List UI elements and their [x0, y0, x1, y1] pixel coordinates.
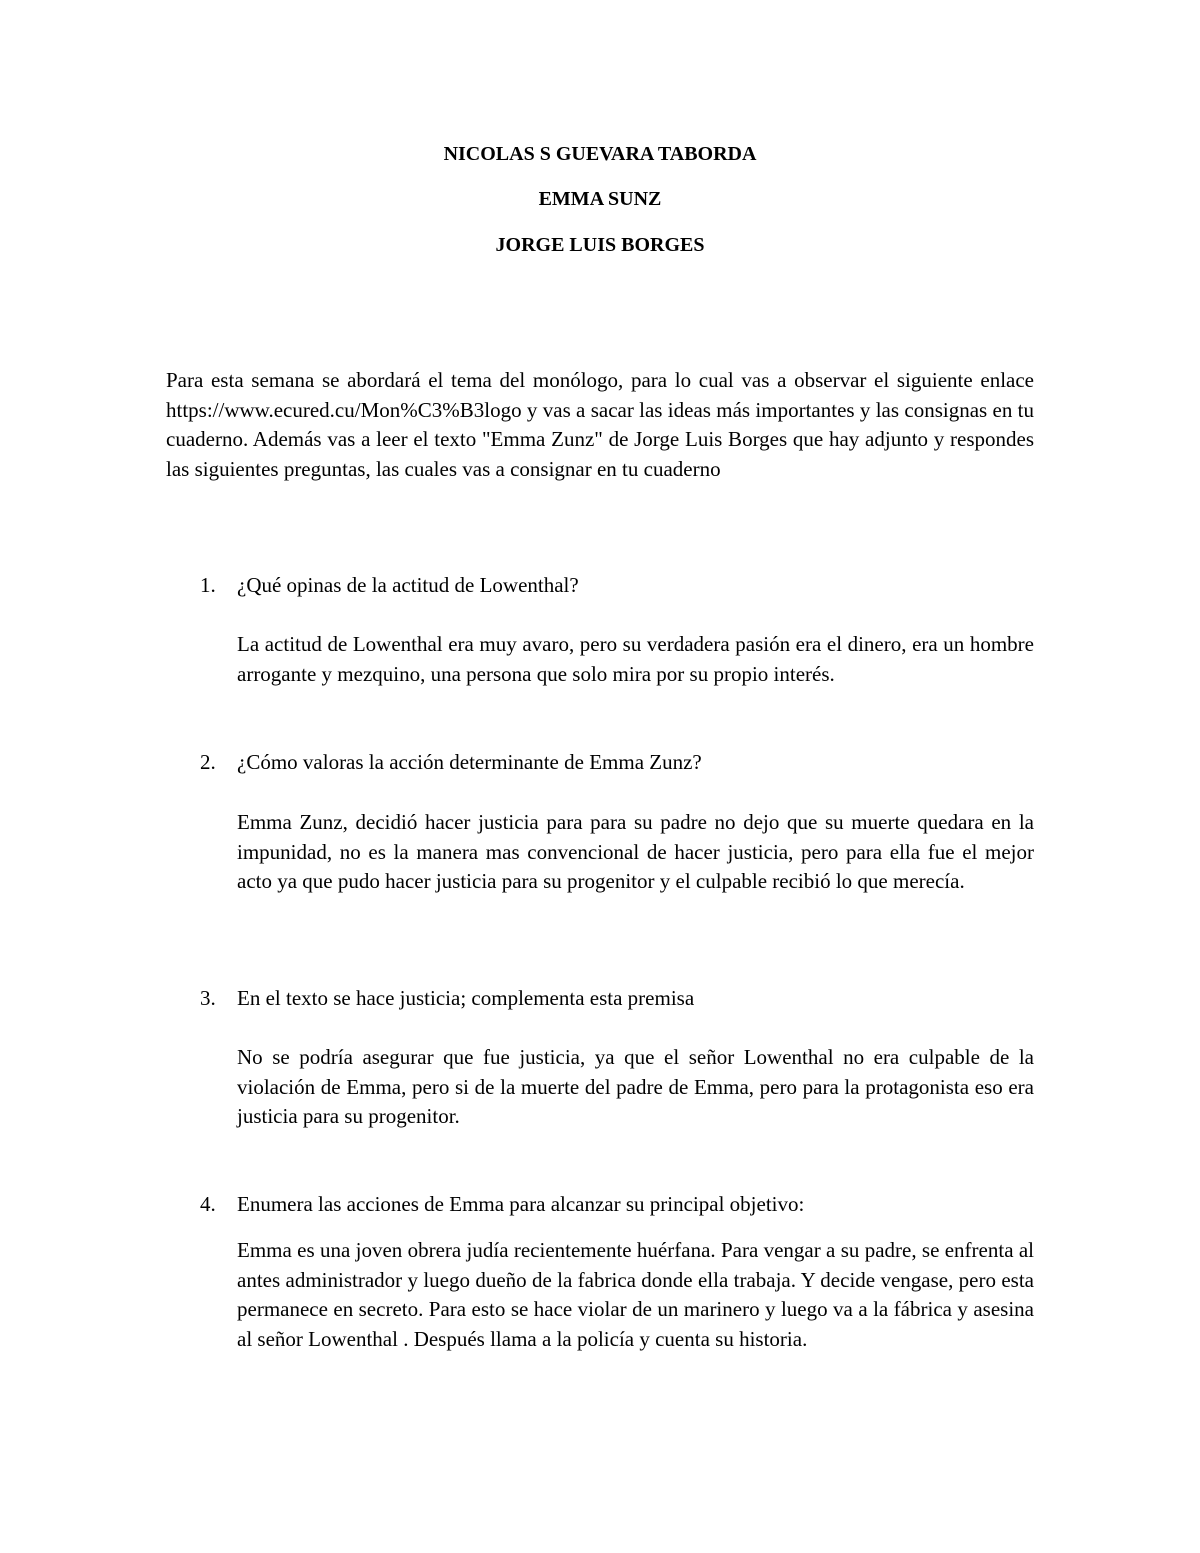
question-number: 1.: [200, 573, 216, 597]
question-number: 4.: [200, 1192, 216, 1216]
answer-3: No se podría asegurar que fue justicia, ya que el señor Lowenthal no era culpable de la violación de Emma, pero si de la muerte del padre de Emma, pero para la protagonista eso era justicia para su progenitor.: [237, 1045, 1034, 1128]
question-text: Enumera las acciones de Emma para alcanzar su principal objetivo:: [237, 1192, 805, 1216]
work-title: EMMA SUNZ: [538, 188, 662, 210]
answer-4: Emma es una joven obrera judía recientemente huérfana. Para vengar a su padre, se enfrenta al antes administrador y luego dueño de la fabrica donde ella trabaja. Y decide vengase, pero esta permanece en secreto. Para esto se hace violar de un marinero y luego va a la fábrica y asesina al señor Lowenthal . Después llama a la policía y cuenta su historia.: [237, 1238, 1034, 1351]
answer-1: La actitud de Lowenthal era muy avaro, pero su verdadera pasión era el dinero, era un hombre arrogante y mezquino, una persona que solo mira por su propio interés.: [237, 632, 1034, 686]
author-name: NICOLAS S GUEVARA TABORDA: [443, 143, 757, 165]
question-text: ¿Qué opinas de la actitud de Lowenthal?: [237, 573, 579, 597]
intro-paragraph: Para esta semana se abordará el tema del monólogo, para lo cual vas a observar el siguiente enlace https://www.ecured.cu/Mon%C3%B3logo y vas a sacar las ideas más importantes y las consignas en tu cuaderno. Además vas a leer el texto "Emma Zunz" de Jorge Luis Borges que hay adjunto y respondes las siguientes preguntas, las cuales vas a consignar en tu cuaderno: [166, 368, 1034, 481]
question-number: 2.: [200, 750, 216, 774]
question-text: En el texto se hace justicia; complementa esta premisa: [237, 986, 695, 1010]
question-text: ¿Cómo valoras la acción determinante de Emma Zunz?: [237, 750, 702, 774]
answer-2: Emma Zunz, decidió hacer justicia para para su padre no dejo que su muerte quedara en la impunidad, no es la manera mas convencional de hacer justicia, pero para ella fue el mejor acto ya que pudo hacer justicia para su progenitor y el culpable recibió lo que merecía.: [237, 810, 1034, 893]
work-author: JORGE LUIS BORGES: [495, 234, 705, 256]
question-number: 3.: [200, 986, 216, 1010]
